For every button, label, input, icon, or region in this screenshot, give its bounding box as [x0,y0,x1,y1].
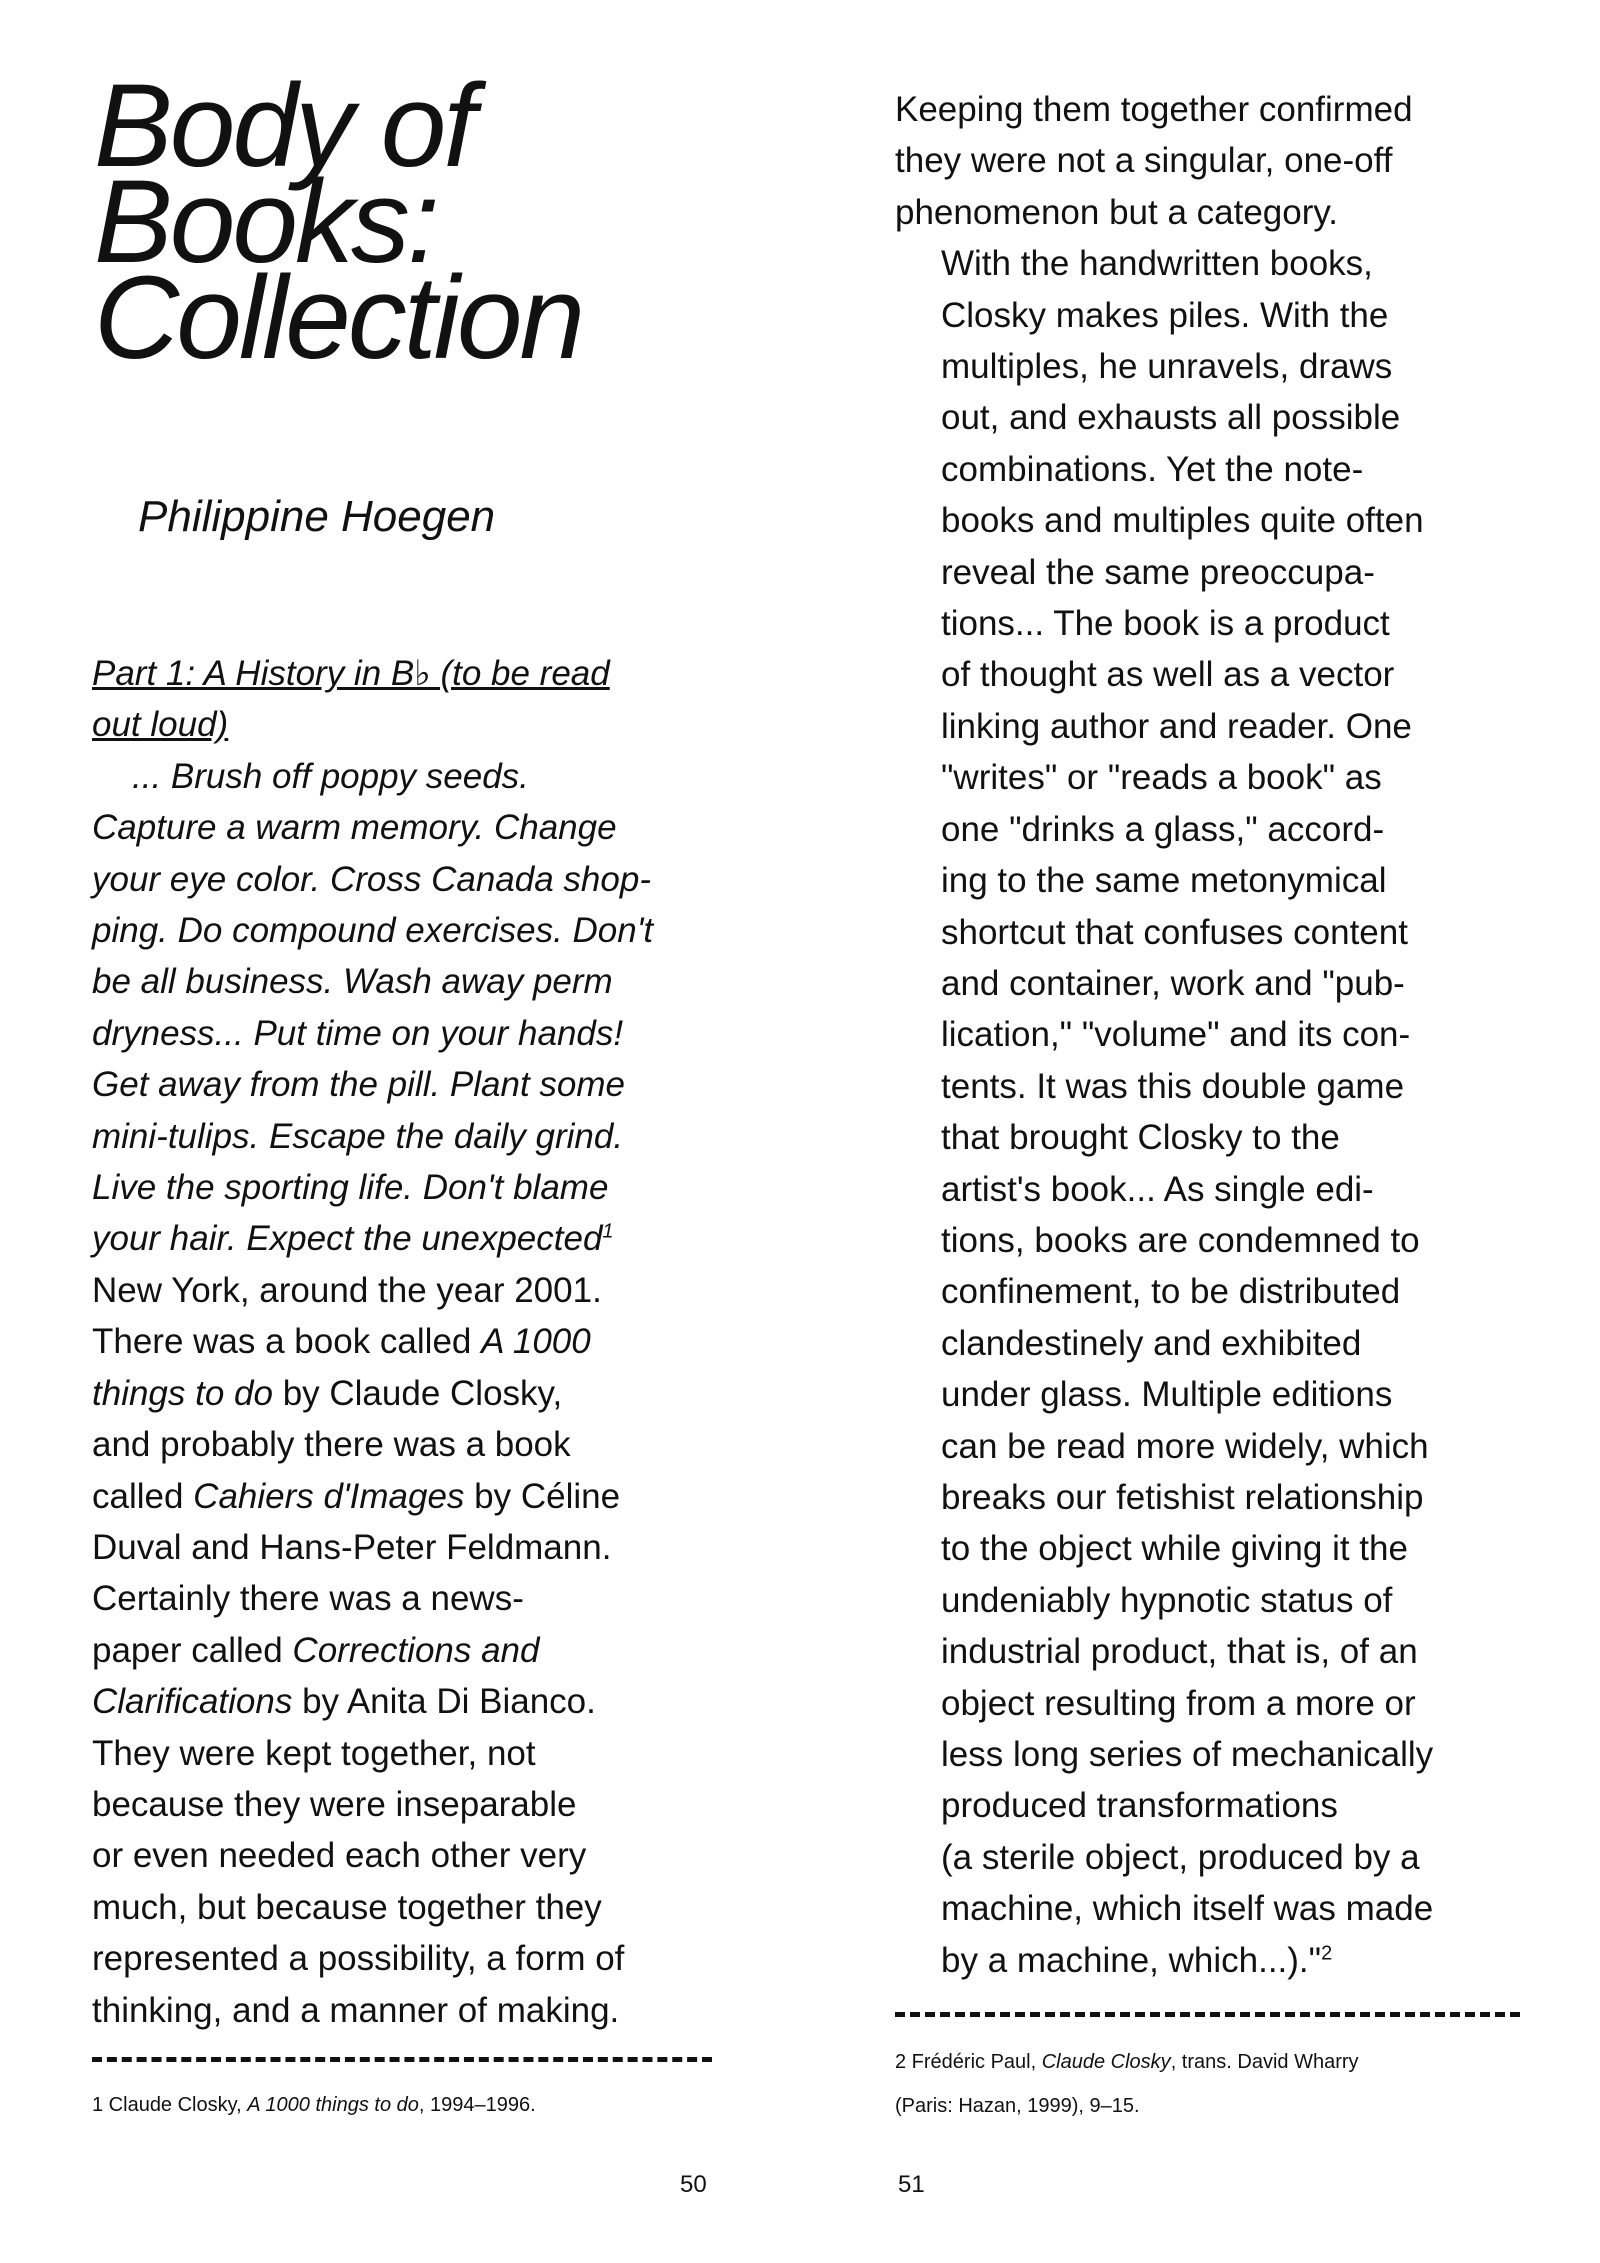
quote-line: ping. Do compound exercises. Don't [92,911,654,951]
quote-line: under glass. Multiple editions [941,1375,1393,1415]
body-line: represented a possibility, a form of [92,1939,625,1979]
footnote-title: A 1000 things to do [247,2094,419,2116]
footnote-divider [895,2012,1520,2017]
page-number: 50 [680,2171,707,2198]
body-line [92,1316,653,1367]
body-text: by Céline [464,1476,621,1516]
quote-line: of thought as well as a vector [941,655,1395,695]
quote-line: to the object while giving it the [941,1529,1408,1569]
quote-line [92,1213,653,1264]
footnote-1 [92,2083,536,2127]
book-title: Clarifications [92,1682,293,1722]
section-heading: Part 1: A History in B♭ (to be read [92,654,610,693]
body-line: much, but because together they [92,1887,602,1927]
body-line: or even needed each other very [92,1836,587,1876]
body-line: They were kept together, not [92,1733,536,1773]
author-name: Philippine Hoegen [138,492,496,541]
article-title [94,60,734,384]
quote-line: ... Brush off poppy seeds. [132,756,529,796]
body-text: by Anita Di Bianco. [292,1682,596,1722]
quote-line: breaks our fetishist relationship [941,1477,1424,1517]
quote-line: artist's book... As single edi- [941,1169,1374,1209]
body-line: because they were inseparable [92,1784,577,1824]
footnote-title: Claude Closky [1041,2051,1171,2073]
title-line: Collection [94,252,583,384]
body-text: paper called [92,1630,293,1670]
book-title: things to do [92,1373,273,1413]
body-line [92,1676,653,1727]
quote-line: tions, books are condemned to [941,1220,1420,1260]
quote-line: With the handwritten books, [941,244,1373,284]
body-text: There was a book called [92,1322,482,1362]
footnote-divider [92,2057,712,2062]
body-text: by Claude Closky, [272,1373,563,1413]
quote-line: books and multiples quite often [941,501,1424,541]
footnote-text: 2 Frédéric Paul, [895,2051,1042,2073]
quote-line: (a sterile object, produced by a [941,1837,1420,1877]
quote-text: by a machine, which...)." [941,1940,1322,1980]
quote-line: tents. It was this double game [941,1066,1405,1106]
quote-line [895,1935,1433,1986]
footnote-text: , trans. David Wharry [1170,2051,1359,2073]
quote-line: shortcut that confuses content [941,912,1408,952]
footnote-ref-2: 2 [1321,1941,1333,1964]
body-text: called [92,1476,194,1516]
quote-line: Capture a warm memory. Change [92,808,617,848]
quote-line: linking author and reader. One [941,706,1412,746]
quote-line: ing to the same metonymical [941,861,1387,901]
body-line: Duval and Hans-Peter Feldmann. [92,1527,612,1567]
book-title: A 1000 [481,1322,591,1362]
quote-line: that brought Closky to the [941,1118,1340,1158]
body-line [92,1368,653,1419]
right-column [895,84,1433,1986]
quote-line: reveal the same preoccupa- [941,552,1375,592]
quote-line: and container, work and "pub- [941,963,1405,1003]
quote-line: "writes" or "reads a book" as [941,758,1382,798]
quote-line: dryness... Put time on your hands! [92,1013,624,1053]
quote-line: out, and exhausts all possible [941,398,1401,438]
quote-line: industrial product, that is, of an [941,1632,1418,1672]
body-line: Certainly there was a news- [92,1579,524,1619]
quote-line: can be read more widely, which [941,1426,1429,1466]
quote-line: multiples, he unravels, draws [941,347,1393,387]
quote-line: machine, which itself was made [941,1889,1434,1929]
body-line: thinking, and a manner of making. [92,1990,620,2030]
quote-line: less long series of mechanically [941,1735,1434,1774]
page-number: 51 [898,2171,925,2198]
body-line: phenomenon but a category. [895,192,1339,232]
body-line [92,1471,653,1522]
body-line: New York, around the year 2001. [92,1270,602,1310]
book-title: Cahiers d'Images [193,1476,465,1516]
footnote-text: , 1994–1996. [418,2094,536,2116]
quote-line: mini-tulips. Escape the daily grind. [92,1116,624,1156]
quote-text: your hair. Expect the unexpected [92,1219,603,1259]
indented-quote [895,238,1433,1986]
quote-line: one "drinks a glass," accord- [941,809,1385,849]
footnote-2 [895,2040,1359,2128]
footnote-text: 1 Claude Closky, [92,2094,248,2116]
quote-line: Live the sporting life. Don't blame [92,1168,609,1208]
footnote-ref-1: 1 [602,1220,614,1243]
title-line: Books: [94,156,437,288]
body-line: Keeping them together confirmed [895,90,1413,129]
quote-line: your eye color. Cross Canada shop- [92,859,651,899]
section-heading: out loud) [92,705,229,745]
quote-line: confinement, to be distributed [941,1272,1401,1312]
body-line: and probably there was a book [92,1425,571,1465]
footnote-line [895,2040,1359,2084]
title-line: Body of [94,60,474,192]
body-line [92,1625,653,1676]
left-column [92,648,653,2036]
quote-line: be all business. Wash away perm [92,962,613,1002]
quote-line: lication," "volume" and its con- [941,1015,1411,1055]
book-title: Corrections and [292,1630,540,1670]
quote-line: combinations. Yet the note- [941,449,1364,489]
quote-line: produced transformations [941,1786,1338,1826]
footnote-line: (Paris: Hazan, 1999), 9–15. [895,2095,1140,2117]
quote-line: undeniably hypnotic status of [941,1580,1393,1620]
quote-line: object resulting from a more or [941,1683,1416,1723]
body-line: they were not a singular, one-off [895,141,1393,181]
quote-line: Closky makes piles. With the [941,295,1389,335]
quote-line: Get away from the pill. Plant some [92,1065,625,1105]
quote-line: tions... The book is a product [941,604,1390,644]
quote-line: clandestinely and exhibited [941,1323,1362,1363]
